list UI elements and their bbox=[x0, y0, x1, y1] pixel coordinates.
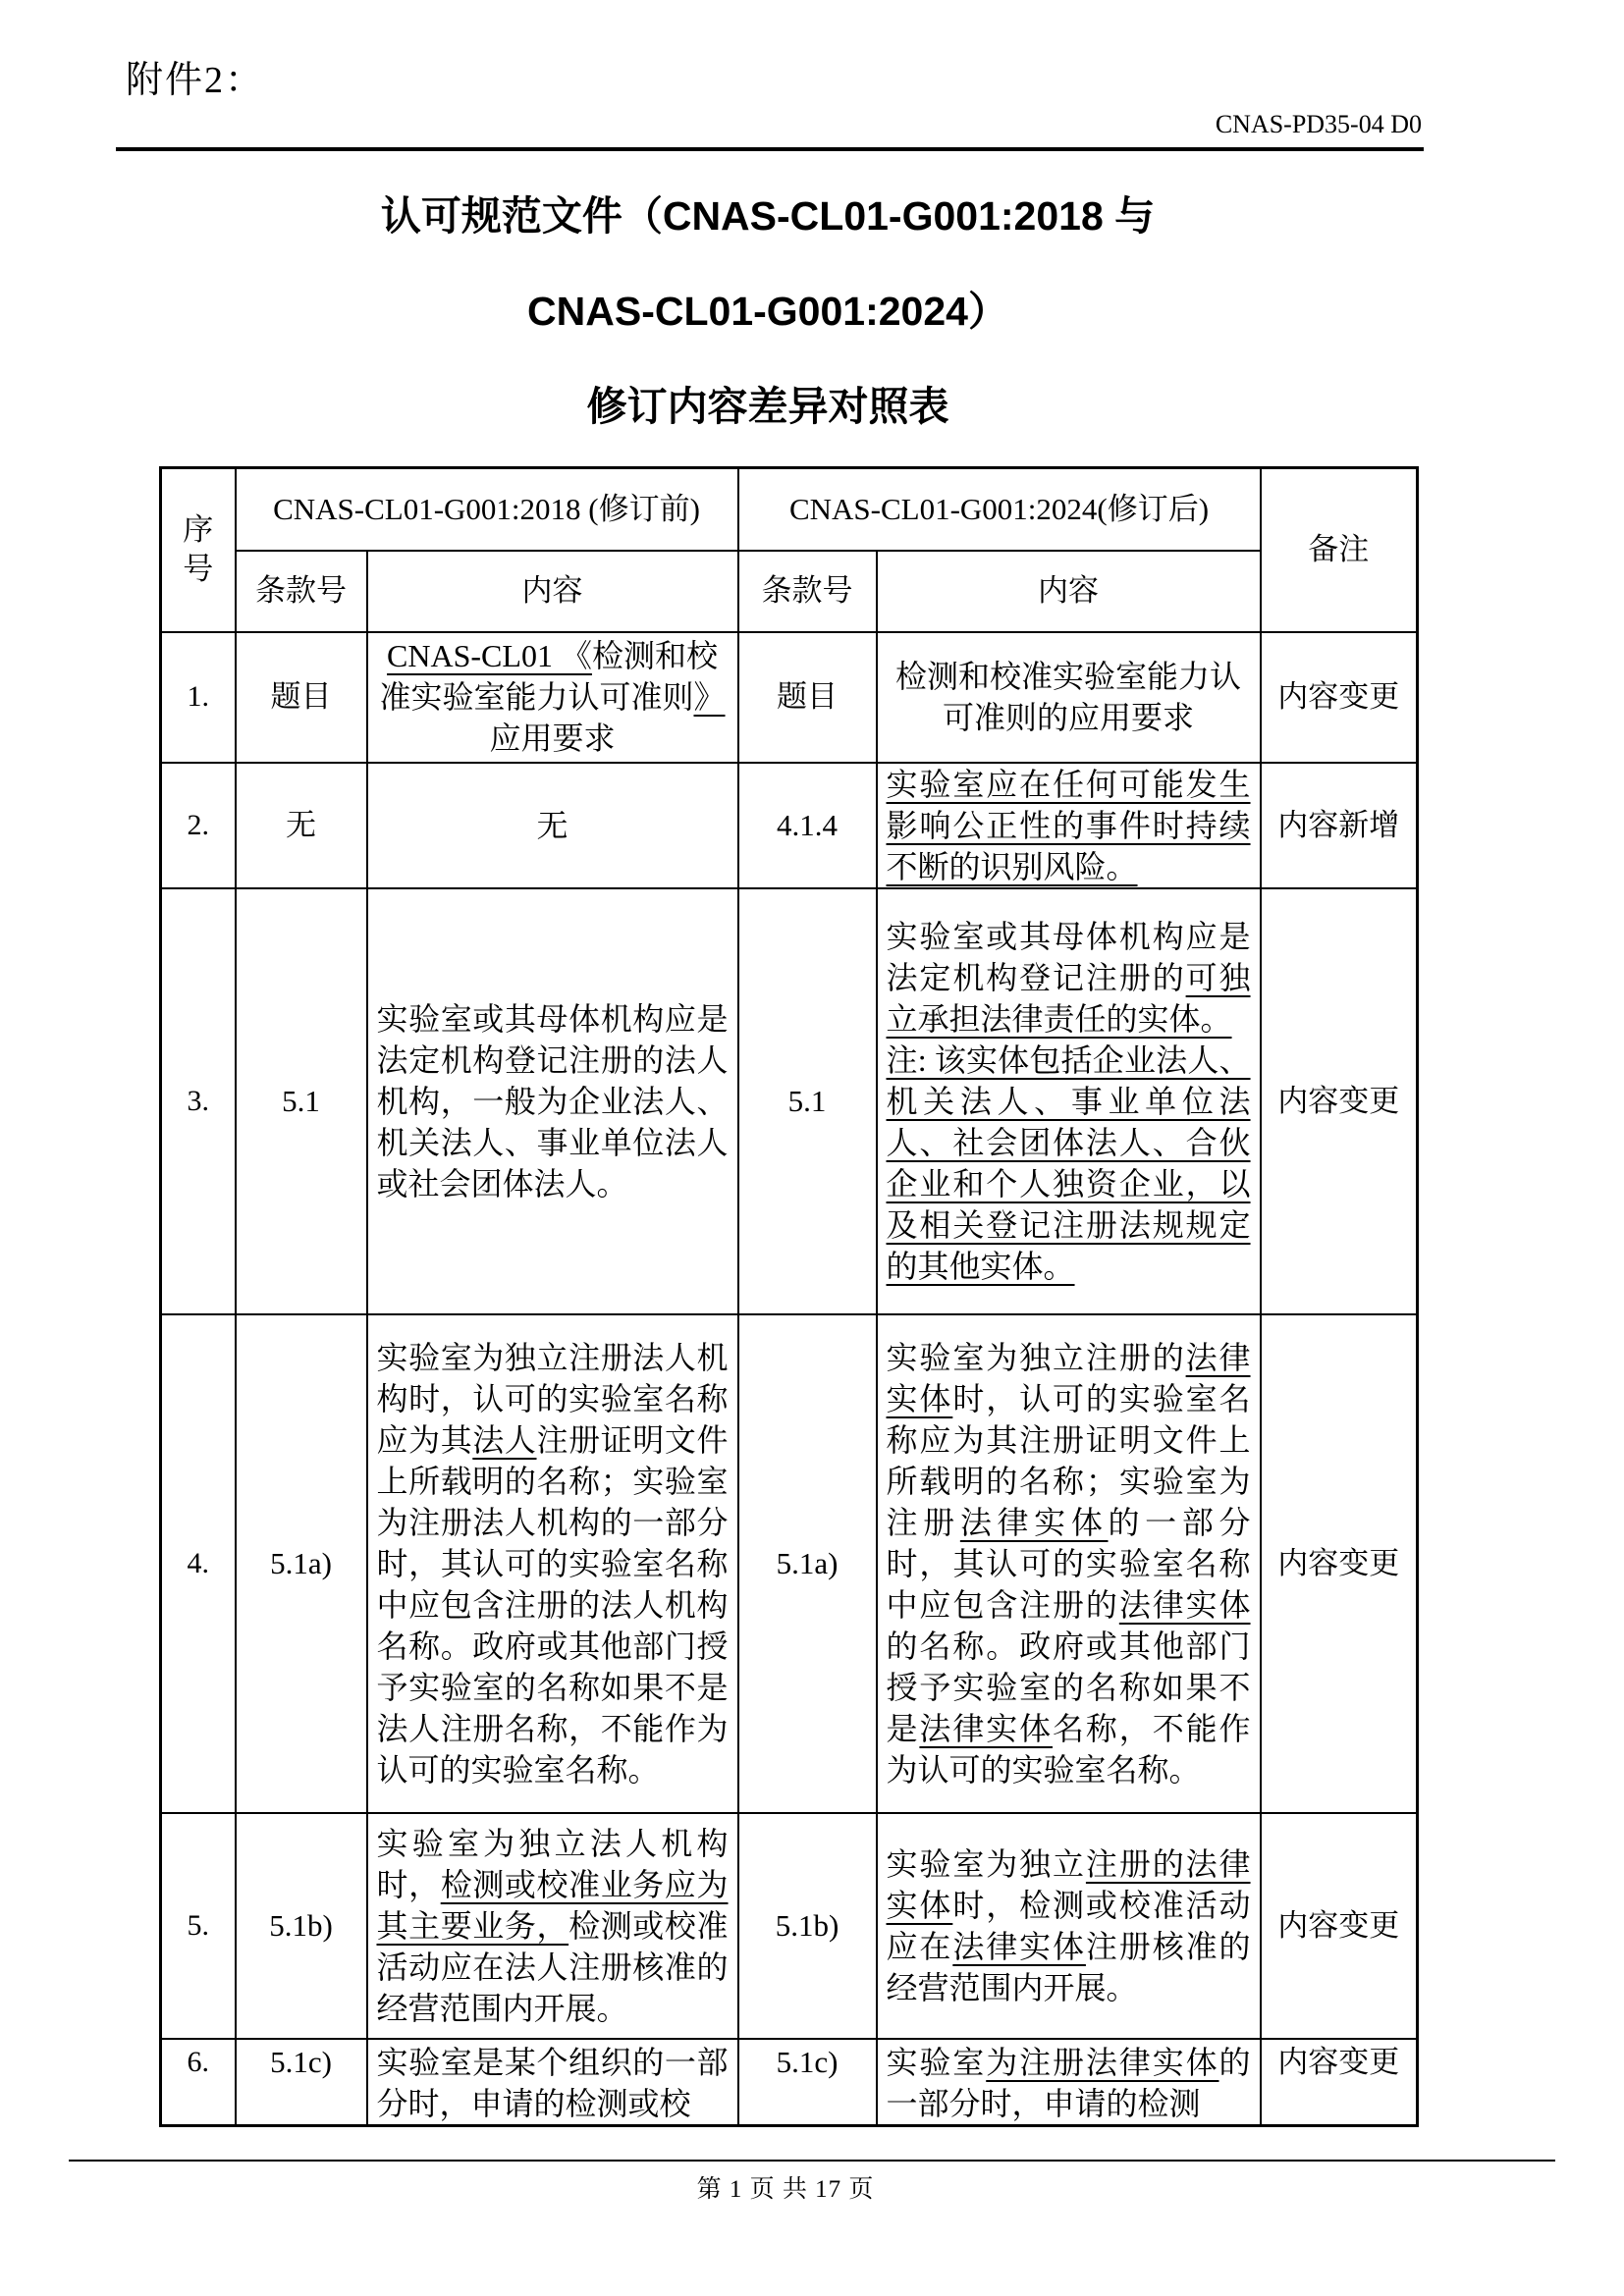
table-row bbox=[161, 2039, 1418, 2126]
row-seq: 4. bbox=[161, 1314, 236, 1813]
page-number: 第 1 页 共 17 页 bbox=[696, 2176, 875, 2203]
row-content-2018: 实验室为独立法人机构时，检测或校准业务应为其主要业务，检测或校准活动应在法人注册核准的经营范围内开展。 bbox=[367, 1813, 738, 2039]
title-line-2: CNAS-CL01-G001:2024） bbox=[527, 289, 1008, 334]
document-title bbox=[44, 169, 1491, 454]
row-clause-2024: 5.1a) bbox=[738, 1314, 877, 1813]
row-clause-2018: 5.1c) bbox=[236, 2039, 367, 2126]
row-content-2024: 实验室为独立注册的法律实体时，检测或校准活动应在法律实体注册核准的经营范围内开展。 bbox=[877, 1813, 1261, 2039]
row-content-2024: 实验室为注册法律实体的一部分时，申请的检测 bbox=[877, 2039, 1261, 2126]
row-remark: 内容变更 bbox=[1261, 888, 1418, 1314]
title-line-3: 修订内容差异对照表 bbox=[586, 384, 949, 429]
row-content-2024: 检测和校准实验室能力认可准则的应用要求 bbox=[877, 632, 1261, 763]
header-rule bbox=[116, 147, 1424, 151]
row-clause-2024: 5.1b) bbox=[738, 1813, 877, 2039]
row-content-2018: 实验室是某个组织的一部分时，申请的检测或校 bbox=[367, 2039, 738, 2126]
col-header-remark: 备注 bbox=[1261, 468, 1418, 632]
table-row bbox=[161, 1314, 1418, 1813]
row-content-2018: 实验室或其母体机构应是法定机构登记注册的法人机构，一般为企业法人、机关法人、事业单位法人或社会团体法人。 bbox=[367, 888, 738, 1314]
row-content-2018: 无 bbox=[367, 763, 738, 888]
row-clause-2024: 5.1c) bbox=[738, 2039, 877, 2126]
table-row bbox=[161, 888, 1418, 1314]
row-clause-2018: 5.1 bbox=[236, 888, 367, 1314]
row-clause-2018: 5.1a) bbox=[236, 1314, 367, 1813]
title-line-1: 认可规范文件（CNAS-CL01-G001:2018 与 bbox=[380, 193, 1156, 239]
row-content-2024: 实验室为独立注册的法律实体时，认可的实验室名称应为其注册证明文件上所载明的名称；实验室为注册法律实体的一部分时，其认可的实验室名称中应包含注册的法律实体的名称。政府或其他部门授予实验室的名称如果不是法律实体名称，不能作为认可的实验室名称。 bbox=[877, 1314, 1261, 1813]
row-remark: 内容变更 bbox=[1261, 1314, 1418, 1813]
row-clause-2018: 5.1b) bbox=[236, 1813, 367, 2039]
table-row bbox=[161, 763, 1418, 888]
row-remark: 内容变更 bbox=[1261, 632, 1418, 763]
row-clause-2024: 题目 bbox=[738, 632, 877, 763]
col-header-doc-2018: CNAS-CL01-G001:2018 (修订前) bbox=[236, 468, 738, 551]
row-seq: 3. bbox=[161, 888, 236, 1314]
col-header-content-2024: 内容 bbox=[877, 551, 1261, 632]
row-seq: 6. bbox=[161, 2039, 236, 2126]
row-content-2018: CNAS-CL01 《检测和校准实验室能力认可准则》 应用要求 bbox=[367, 632, 738, 763]
row-remark: 内容新增 bbox=[1261, 763, 1418, 888]
col-header-clause-2018: 条款号 bbox=[236, 551, 367, 632]
row-clause-2024: 5.1 bbox=[738, 888, 877, 1314]
row-seq: 2. bbox=[161, 763, 236, 888]
col-header-content-2018: 内容 bbox=[367, 551, 738, 632]
col-header-clause-2024: 条款号 bbox=[738, 551, 877, 632]
revision-diff-table bbox=[159, 466, 1419, 2127]
table-row bbox=[161, 1813, 1418, 2039]
row-clause-2018: 题目 bbox=[236, 632, 367, 763]
row-remark: 内容变更 bbox=[1261, 2039, 1418, 2126]
row-clause-2024: 4.1.4 bbox=[738, 763, 877, 888]
row-content-2018: 实验室为独立注册法人机构时，认可的实验室名称应为其法人注册证明文件上所载明的名称；实验室为注册法人机构的一部分时，其认可的实验室名称中应包含注册的法人机构名称。政府或其他部门授予实验室的名称如果不是法人注册名称，不能作为认可的实验室名称。 bbox=[367, 1314, 738, 1813]
row-content-2024: 实验室应在任何可能发生影响公正性的事件时持续不断的识别风险。 bbox=[877, 763, 1261, 888]
table-row bbox=[161, 632, 1418, 763]
row-content-2024: 实验室或其母体机构应是法定机构登记注册的可独立承担法律责任的实体。 注: 该实体包括企业法人、机关法人、事业单位法人、社会团体法人、合伙企业和个人独资企业，以及相关登记注册法规规定的其他实体。 bbox=[877, 888, 1261, 1314]
doc-code: CNAS-PD35-04 D0 bbox=[1215, 110, 1422, 138]
table-header-row-2 bbox=[161, 551, 1418, 632]
row-seq: 5. bbox=[161, 1813, 236, 2039]
row-remark: 内容变更 bbox=[1261, 1813, 1418, 2039]
col-header-doc-2024: CNAS-CL01-G001:2024(修订后) bbox=[738, 468, 1261, 551]
attachment-label: 附件2： bbox=[126, 60, 265, 101]
row-clause-2018: 无 bbox=[236, 763, 367, 888]
table-header-row-1 bbox=[161, 468, 1418, 551]
col-header-seq: 序号 bbox=[161, 468, 236, 632]
footer-rule bbox=[69, 2160, 1555, 2162]
row-seq: 1. bbox=[161, 632, 236, 763]
